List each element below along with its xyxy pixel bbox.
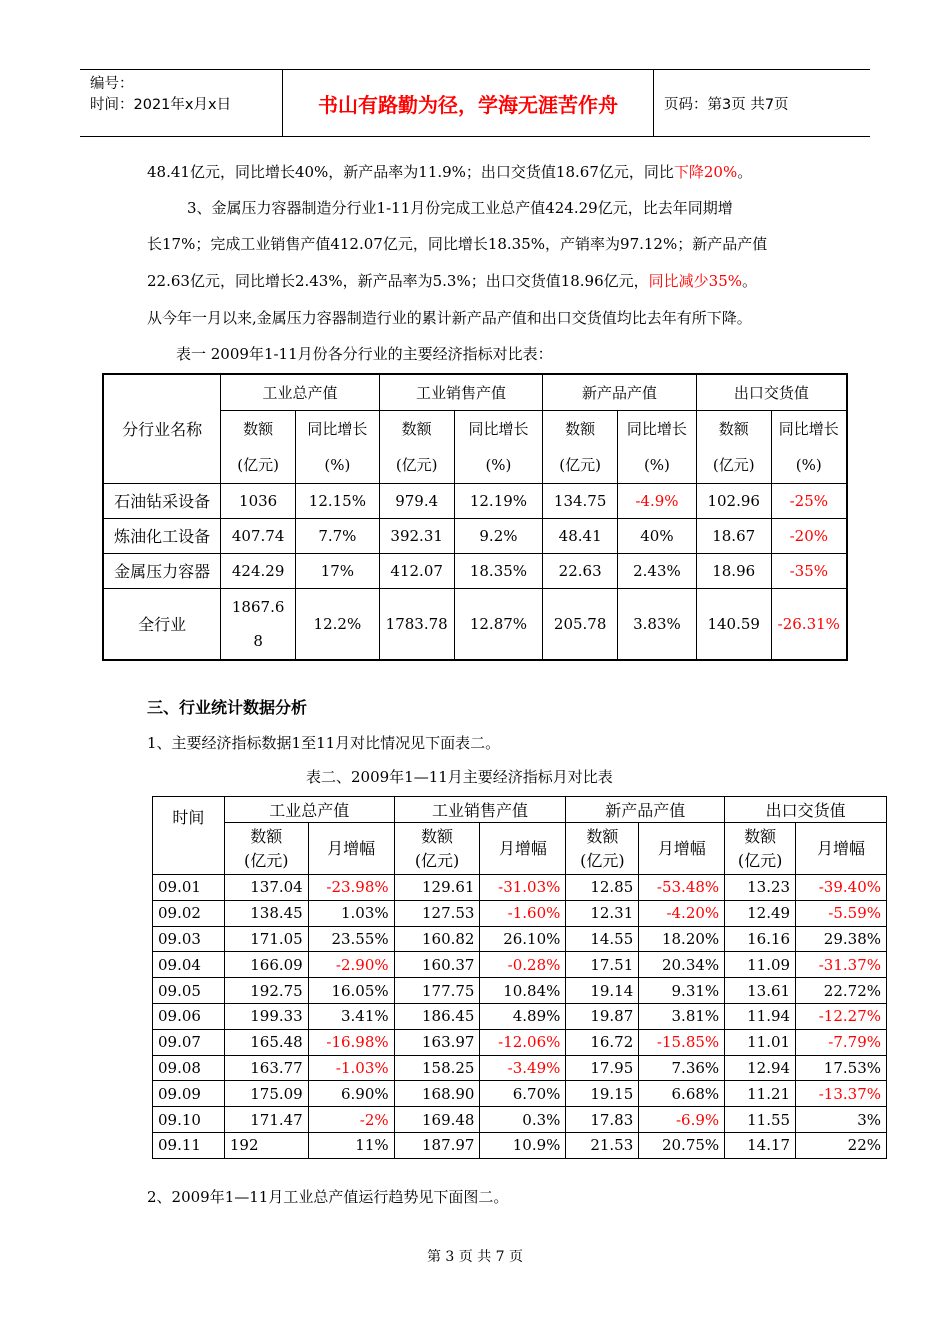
table1-sub-header: 数额 (亿元)	[696, 410, 771, 483]
paragraph-line-2: 3、金属压力容器制造分行业1-11月份完成工业总产值424.29亿元，比去年同期增	[187, 199, 733, 217]
table2-group-header: 出口交货值	[725, 797, 887, 823]
table-cell: 163.77	[224, 1055, 308, 1081]
table-cell: 10.9%	[480, 1132, 566, 1158]
table-cell-month: 09.03	[153, 926, 225, 952]
table-cell: -1.03%	[308, 1055, 394, 1081]
table-cell-month: 09.04	[153, 952, 225, 978]
page-footer: 第 3 页 共 7 页	[426, 1249, 524, 1265]
table-row	[153, 1132, 887, 1158]
table-cell: 13.61	[725, 978, 796, 1004]
table2-sub-header: 月增幅	[308, 823, 394, 875]
table-cell: 3.81%	[639, 1003, 725, 1029]
table-cell-month: 09.11	[153, 1132, 225, 1158]
table-cell: 3%	[796, 1107, 887, 1133]
table2-group-header: 新产品产值	[566, 797, 725, 823]
table-cell: 1.03%	[308, 900, 394, 926]
table-cell: -2.90%	[308, 952, 394, 978]
table-cell: 168.90	[394, 1081, 480, 1107]
table-cell-month: 09.06	[153, 1003, 225, 1029]
table-cell: 9.31%	[639, 978, 725, 1004]
table-row	[153, 875, 887, 901]
document-header	[80, 69, 870, 137]
paragraph-line-1: 48.41亿元，同比增长40%，新产品率为11.9%；出口交货值18.67亿元，同比下降20%。	[147, 163, 753, 181]
table2-sub-header: 月增幅	[639, 823, 725, 875]
table-cell: 11.01	[725, 1029, 796, 1055]
table2-group-header: 工业总产值	[224, 797, 394, 823]
table-cell: 16.05%	[308, 978, 394, 1004]
table-cell: 16.72	[566, 1029, 639, 1055]
table-cell: 160.37	[394, 952, 480, 978]
table-cell: 192.75	[224, 978, 308, 1004]
table1-sub-header: 数额 (亿元)	[543, 410, 618, 483]
table-cell: 163.97	[394, 1029, 480, 1055]
table-row	[153, 978, 887, 1004]
table-cell: -31.03%	[480, 875, 566, 901]
table-cell: 22%	[796, 1132, 887, 1158]
table1-sub-header: 同比增长 (%)	[296, 410, 380, 483]
table1-group-header: 工业总产值	[221, 374, 379, 410]
table-row	[153, 1003, 887, 1029]
table-cell: -13.37%	[796, 1081, 887, 1107]
table-cell: 17.53%	[796, 1055, 887, 1081]
table-cell: -39.40%	[796, 875, 887, 901]
table-row	[153, 1055, 887, 1081]
table-cell: 6.68%	[639, 1081, 725, 1107]
table-cell: -12.06%	[480, 1029, 566, 1055]
section-heading: 三、行业统计数据分析	[147, 698, 308, 717]
table-cell: -53.48%	[639, 875, 725, 901]
table-cell: -7.79%	[796, 1029, 887, 1055]
table-cell: 11.94	[725, 1003, 796, 1029]
table1-group-header: 新产品产值	[543, 374, 697, 410]
table-row: 金属压力容器 424.29 17% 412.07 18.35% 22.63 2.43% 18.96 -35%	[103, 553, 847, 588]
header-motto: 书山有路勤为径，学海无涯苦作舟	[282, 70, 654, 136]
table-row	[153, 1081, 887, 1107]
table-cell: 16.16	[725, 926, 796, 952]
table-cell: 17.51	[566, 952, 639, 978]
table-cell: 187.97	[394, 1132, 480, 1158]
table-cell-month: 09.09	[153, 1081, 225, 1107]
table-cell: 14.17	[725, 1132, 796, 1158]
table-cell: -3.49%	[480, 1055, 566, 1081]
table-cell: -31.37%	[796, 952, 887, 978]
table2-corner: 时间	[153, 797, 225, 875]
table-cell: -0.28%	[480, 952, 566, 978]
table-row	[153, 900, 887, 926]
table-row	[153, 926, 887, 952]
table2-sub-header: 月增幅	[796, 823, 887, 875]
table-cell: 138.45	[224, 900, 308, 926]
table1-sub-header: 数额 (亿元)	[379, 410, 454, 483]
table-cell: 11.09	[725, 952, 796, 978]
paragraph-line-4: 22.63亿元，同比增长2.43%，新产品率为5.3%；出口交货值18.96亿元，同比减少35%。	[147, 272, 758, 290]
table-cell: 26.10%	[480, 926, 566, 952]
table-row	[153, 1029, 887, 1055]
table-cell: 17.83	[566, 1107, 639, 1133]
date-label: 时间：2021年x月x日	[90, 97, 232, 113]
table-cell: 171.05	[224, 926, 308, 952]
list-item-2: 2、2009年1—11月工业总产值运行趋势见下面图二。	[147, 1188, 509, 1206]
table-cell: 165.48	[224, 1029, 308, 1055]
highlight-text: 下降20%	[673, 163, 738, 181]
table-row-total: 全行业 1867.6 8 12.2% 1783.78 12.87% 205.78 3.83% 140.59 -26.31%	[103, 588, 847, 660]
header-meta	[80, 70, 282, 136]
table1-group-header: 工业销售产值	[379, 374, 543, 410]
table-cell: 21.53	[566, 1132, 639, 1158]
table-cell: -1.60%	[480, 900, 566, 926]
table-row: 石油钻采设备 1036 12.15% 979.4 12.19% 134.75 -4.9% 102.96 -25%	[103, 483, 847, 518]
table-cell: 0.3%	[480, 1107, 566, 1133]
table2-sub-header: 数额 (亿元)	[725, 823, 796, 875]
table-cell: 29.38%	[796, 926, 887, 952]
table1-sub-header: 同比增长 (%)	[454, 410, 543, 483]
table-cell: 177.75	[394, 978, 480, 1004]
paragraph-line-5: 从今年一月以来,金属压力容器制造行业的累计新产品产值和出口交货值均比去年有所下降。	[147, 309, 752, 327]
table-cell: 3.41%	[308, 1003, 394, 1029]
table-cell: 171.47	[224, 1107, 308, 1133]
header-page-label: 页码：第3页 共7页	[664, 96, 789, 113]
table1-sub-header: 同比增长 (%)	[771, 410, 847, 483]
table-cell: 175.09	[224, 1081, 308, 1107]
table-cell: -23.98%	[308, 875, 394, 901]
table-cell: 17.95	[566, 1055, 639, 1081]
table-cell: 192	[224, 1132, 308, 1158]
table-cell: 137.04	[224, 875, 308, 901]
table2-sub-header: 月增幅	[480, 823, 566, 875]
table-cell: 19.87	[566, 1003, 639, 1029]
table2-group-header: 工业销售产值	[394, 797, 566, 823]
table-cell-month: 09.10	[153, 1107, 225, 1133]
table-cell: 158.25	[394, 1055, 480, 1081]
table-cell: 7.36%	[639, 1055, 725, 1081]
table-cell-month: 09.02	[153, 900, 225, 926]
table-cell: 20.75%	[639, 1132, 725, 1158]
table-cell-month: 09.07	[153, 1029, 225, 1055]
table1-sub-header: 同比增长 (%)	[618, 410, 697, 483]
table-cell: -2%	[308, 1107, 394, 1133]
table-cell: 13.23	[725, 875, 796, 901]
table-cell: 12.85	[566, 875, 639, 901]
paragraph-line-3: 长17%；完成工业销售产值412.07亿元，同比增长18.35%，产销率为97.12%；新产品产值	[147, 235, 768, 253]
table-cell: 10.84%	[480, 978, 566, 1004]
table-cell: 6.90%	[308, 1081, 394, 1107]
table-cell: 22.72%	[796, 978, 887, 1004]
table-cell: 19.15	[566, 1081, 639, 1107]
list-item-1: 1、主要经济指标数据1至11月对比情况见下面表二。	[147, 734, 501, 752]
table2-sub-header: 数额 (亿元)	[566, 823, 639, 875]
table-cell-month: 09.01	[153, 875, 225, 901]
table-row	[153, 952, 887, 978]
table-cell: -5.59%	[796, 900, 887, 926]
table-cell: 4.89%	[480, 1003, 566, 1029]
table-cell-month: 09.05	[153, 978, 225, 1004]
table-cell: 14.55	[566, 926, 639, 952]
table2-body	[153, 875, 887, 1159]
table1-group-header: 出口交货值	[696, 374, 847, 410]
table-cell: -4.20%	[639, 900, 725, 926]
table-cell: 11.55	[725, 1107, 796, 1133]
table-cell: 199.33	[224, 1003, 308, 1029]
table1-sub-header: 数额 (亿元)	[221, 410, 296, 483]
table2-sub-header: 数额 (亿元)	[394, 823, 480, 875]
table-cell: 12.31	[566, 900, 639, 926]
table-cell: 160.82	[394, 926, 480, 952]
table-cell-month: 09.08	[153, 1055, 225, 1081]
table2-monthly-comparison	[152, 796, 887, 1159]
table2-caption: 表二、2009年1—11月主要经济指标月对比表	[306, 768, 613, 786]
table-cell: 19.14	[566, 978, 639, 1004]
table-row: 炼油化工设备 407.74 7.7% 392.31 9.2% 48.41 40% 18.67 -20%	[103, 518, 847, 553]
table-cell: 20.34%	[639, 952, 725, 978]
table-cell: 12.49	[725, 900, 796, 926]
table1-corner: 分行业名称	[103, 374, 221, 483]
table-cell: 12.94	[725, 1055, 796, 1081]
table-cell: 169.48	[394, 1107, 480, 1133]
highlight-text: 同比减少35%	[648, 272, 742, 290]
table1-caption: 表一 2009年1-11月份各分行业的主要经济指标对比表：	[176, 345, 553, 363]
table1-industry-comparison	[102, 373, 848, 661]
table-row	[153, 1107, 887, 1133]
number-label: 编号：	[90, 76, 134, 92]
table-cell: 127.53	[394, 900, 480, 926]
table-cell: 6.70%	[480, 1081, 566, 1107]
table-cell: -16.98%	[308, 1029, 394, 1055]
table-cell: -15.85%	[639, 1029, 725, 1055]
table-cell: -12.27%	[796, 1003, 887, 1029]
table-cell: 186.45	[394, 1003, 480, 1029]
table2-sub-header: 数额 (亿元)	[224, 823, 308, 875]
table-cell: 11%	[308, 1132, 394, 1158]
table-cell: 23.55%	[308, 926, 394, 952]
table-cell: 18.20%	[639, 926, 725, 952]
table-cell: 11.21	[725, 1081, 796, 1107]
table-cell: 166.09	[224, 952, 308, 978]
table-cell: 129.61	[394, 875, 480, 901]
table-cell: -6.9%	[639, 1107, 725, 1133]
